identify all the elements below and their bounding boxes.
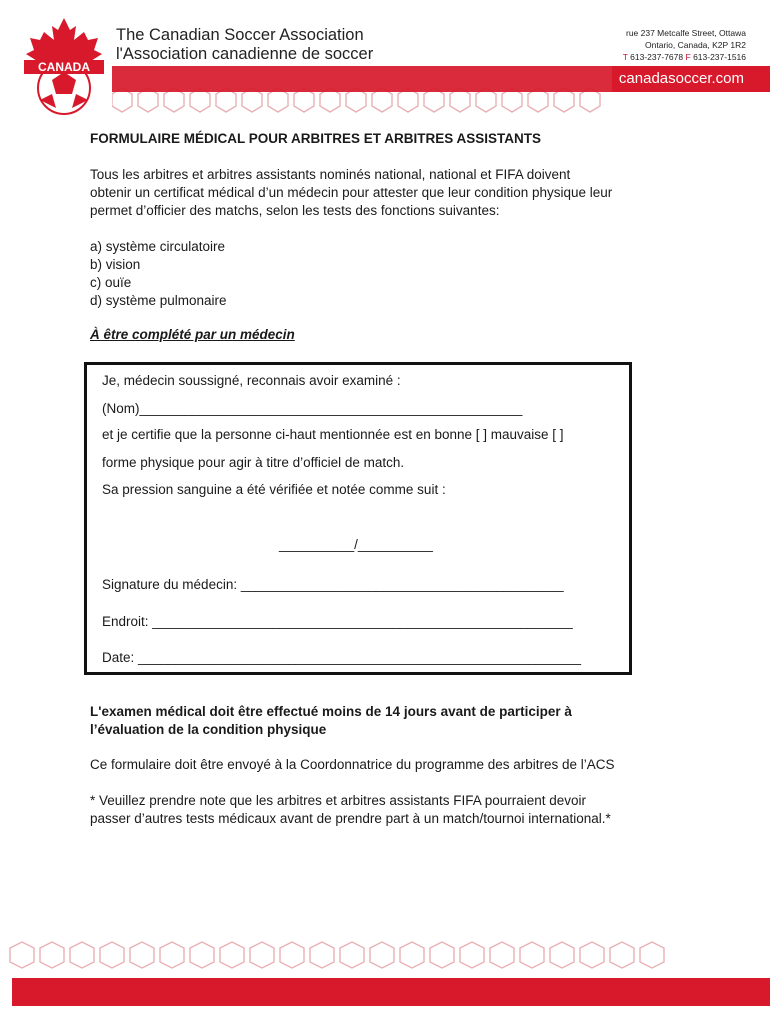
signature-field[interactable]: Signature du médecin: ___________________________________________: [102, 577, 564, 592]
blood-pressure-label: Sa pression sanguine a été vérifiée et notée comme suit :: [102, 482, 446, 497]
intro-paragraph: [90, 166, 690, 220]
intro-line: Tous les arbitres et arbitres assistants nominés national, national et FIFA doivent: [90, 167, 571, 182]
fifa-note: [90, 792, 690, 828]
complete-by-heading: À être complété par un médecin: [90, 327, 295, 342]
list-item: c) ouïe: [90, 275, 132, 290]
name-field[interactable]: (Nom)___________________________________________________: [102, 401, 523, 416]
list-item: d) système pulmonaire: [90, 293, 227, 308]
phone-number: 613-237-7678: [630, 52, 684, 62]
certify-statement[interactable]: et je certifie que la personne ci-haut mentionnée est en bonne [ ] mauvaise [ ]: [102, 427, 564, 442]
notice-line: l’évaluation de la condition physique: [90, 722, 327, 737]
footer-hexagon-band: [0, 940, 770, 1010]
letterhead: [0, 0, 770, 120]
physician-form-box: [84, 362, 632, 675]
list-item: a) système circulatoire: [90, 239, 226, 254]
address-line2: Ontario, Canada, K2P 1R2: [645, 40, 746, 50]
notice-line: L'examen médical doit être effectué moins de 14 jours avant de participer à: [90, 704, 572, 719]
fitness-statement: forme physique pour agir à titre d’officiel de match.: [102, 455, 405, 470]
place-field[interactable]: Endroit: ________________________________________________________: [102, 614, 573, 629]
org-name: [116, 26, 373, 64]
fax-prefix: F: [685, 52, 691, 62]
intro-line: obtenir un certificat médical d’un médecin pour attester que leur condition physique leur: [90, 185, 613, 200]
org-name-fr: l'Association canadienne de soccer: [116, 45, 374, 63]
fax-number: 613-237-1516: [693, 52, 746, 62]
hexagon-pattern: [112, 64, 612, 120]
address-line1: rue 237 Metcalfe Street, Ottawa: [625, 28, 746, 38]
address-block: [623, 27, 746, 63]
canada-soccer-logo: [24, 16, 104, 116]
exam-deadline-notice: [90, 703, 572, 739]
logo-wordmark: CANADA: [38, 60, 90, 74]
note-line: passer d’autres tests médicaux avant de prendre part à un match/tournoi international.*: [90, 811, 611, 826]
org-name-en: The Canadian Soccer Association: [116, 26, 364, 44]
exam-statement: Je, médecin soussigné, reconnais avoir examiné :: [102, 373, 401, 388]
form-title: FORMULAIRE MÉDICAL POUR ARBITRES ET ARBITRES ASSISTANTS: [90, 131, 542, 146]
phone-prefix: T: [622, 52, 628, 62]
note-line: * Veuillez prendre note que les arbitres et arbitres assistants FIFA pourraient devoir: [90, 793, 587, 808]
blood-pressure-field[interactable]: __________/__________: [279, 537, 433, 552]
phone-fax-line: [623, 51, 746, 63]
intro-line: permet d’officier des matchs, selon les tests des fonctions suivantes:: [90, 203, 500, 218]
functions-list: [90, 238, 227, 310]
date-field[interactable]: Date: ___________________________________________________________: [102, 650, 581, 665]
list-item: b) vision: [90, 257, 141, 272]
website-link[interactable]: canadasoccer.com: [618, 70, 744, 87]
send-instruction: Ce formulaire doit être envoyé à la Coordonnatrice du programme des arbitres de l’ACS: [90, 757, 615, 772]
